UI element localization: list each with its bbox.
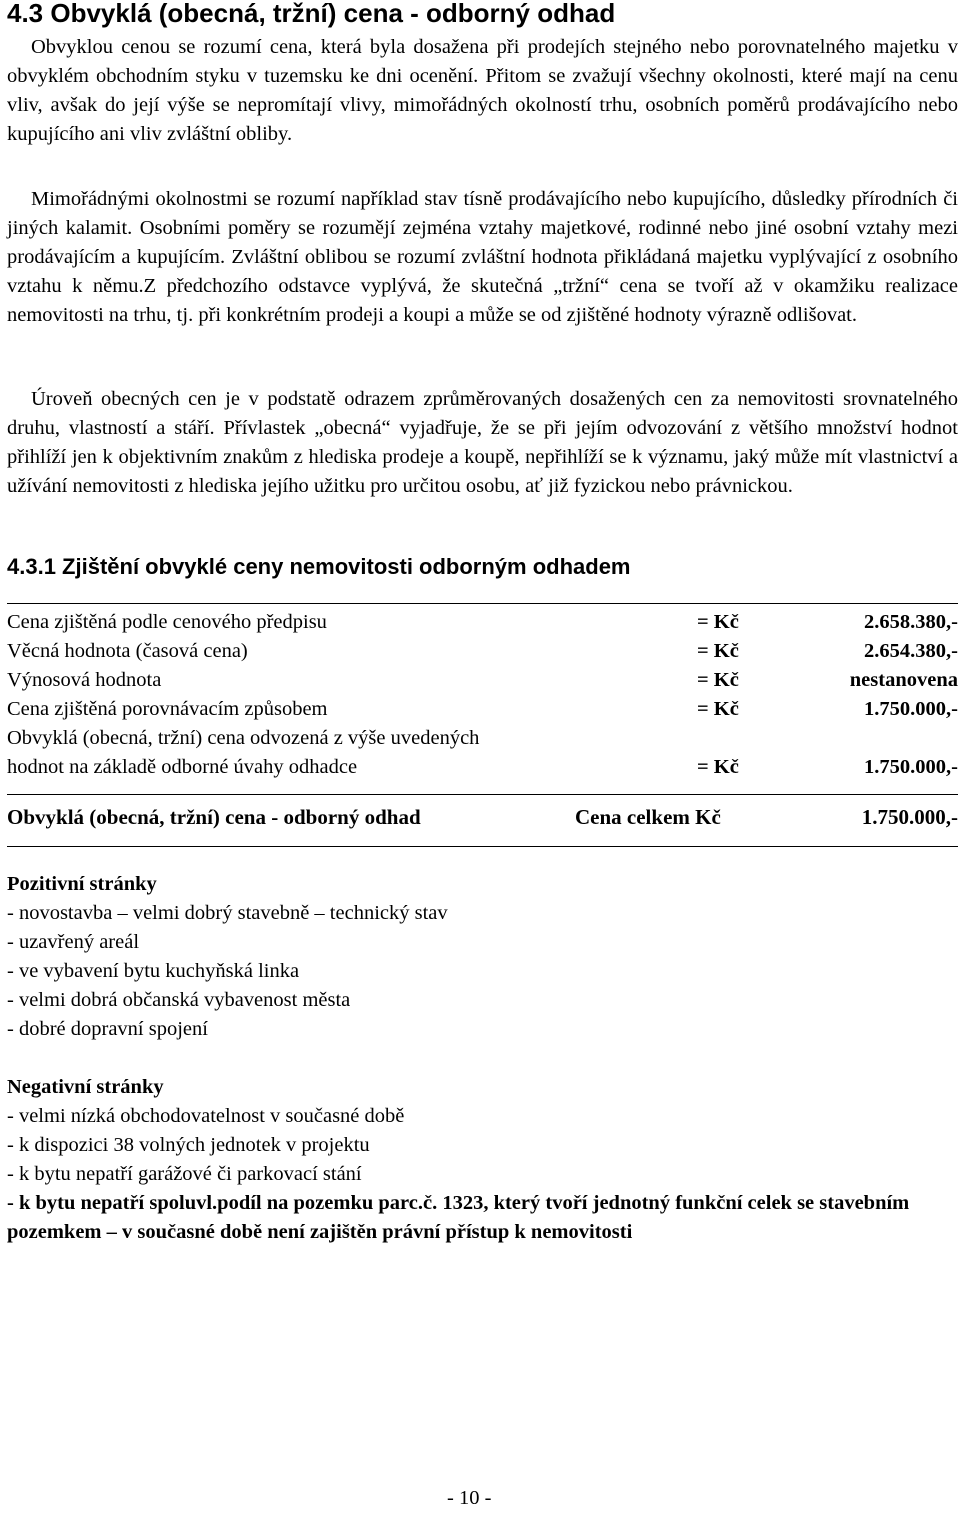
currency-label: = Kč: [697, 698, 739, 720]
valuation-value: 1.750.000,-: [864, 756, 958, 778]
list-item-emphasized: - k bytu nepatří spoluvl.podíl na pozemku parc.č. 1323, který tvoří jednotný funkční celek se stavebním pozemkem – v současné době není zajištěn právní přístup k nemovitosti: [7, 1192, 910, 1243]
paragraph-definition: Obvyklou cenou se rozumí cena, která byla dosažena při prodejích stejného nebo porovnatelného majetku v obvyklém obchodním styku v tuzemsku ke dni ocenění. Přitom se zvažují všechny okolnosti, které mají na cenu vliv, avšak do její výše se nepromítají vlivy, mimořádných okolností trhu, osobních poměrů prodávajícího nebo kupujícího ani vliv zvláštní obliby.: [7, 36, 958, 145]
currency-label: = Kč: [697, 669, 739, 691]
positives-title: Pozitivní stránky: [7, 873, 157, 895]
valuation-value: 2.658.380,-: [864, 611, 958, 633]
section-heading: 4.3 Obvyklá (obecná, tržní) cena - odborný odhad: [7, 0, 616, 28]
valuation-label: Cena zjištěná porovnávacím způsobem: [7, 698, 328, 720]
subsection-heading: 4.3.1 Zjištění obvyklé ceny nemovitosti odborným odhadem: [7, 554, 631, 579]
valuation-label: [7, 724, 479, 782]
total-caption: Cena celkem Kč: [575, 805, 721, 829]
valuation-label: Cena zjištěná podle cenového předpisu: [7, 611, 327, 633]
total-value: 1.750.000,-: [861, 805, 958, 829]
valuation-value: nestanovena: [849, 669, 958, 691]
total-row: [7, 802, 958, 832]
valuation-value: 2.654.380,-: [864, 640, 958, 662]
paragraph-circumstances: Mimořádnými okolnostmi se rozumí například stav tísně prodávajícího nebo kupujícího, důsledky přírodních či jiných kalamit. Osobními poměry se rozumějí zejména vztahy majetkové, rodinné nebo jiné osobní vztahy mezi prodávajícím a kupujícím. Zvláštní oblibou se rozumí zvláštní hodnota přikládaná majetku vyplývající z osobního vztahu k němu.Z předchozího odstavce vyplývá, že skutečná „tržní“ cena se tvoří až v okamžiku realizace nemovitosti na trhu, tj. při konkrétním prodeji a koupi a může se od zjištěné hodnoty výrazně odlišovat.: [7, 188, 958, 326]
divider-middle: [7, 794, 958, 795]
list-item: - velmi dobrá občanská vybavenost města: [7, 989, 351, 1011]
page-number: - 10 -: [447, 1487, 492, 1509]
valuation-label: Výnosová hodnota: [7, 669, 162, 691]
valuation-row: [7, 666, 958, 695]
currency-label: = Kč: [697, 640, 739, 662]
valuation-row: [7, 724, 958, 782]
valuation-label: Věcná hodnota (časová cena): [7, 640, 248, 662]
total-label: Obvyklá (obecná, tržní) cena - odborný odhad: [7, 805, 421, 829]
valuation-label-line2: hodnot na základě odborné úvahy odhadce: [7, 756, 358, 778]
valuation-value: 1.750.000,-: [864, 698, 958, 720]
divider-bottom: [7, 846, 958, 847]
list-item: - velmi nízká obchodovatelnost v současné době: [7, 1105, 405, 1127]
valuation-table: [7, 608, 958, 782]
valuation-row: [7, 695, 958, 724]
list-item: - ve vybavení bytu kuchyňská linka: [7, 960, 300, 982]
list-item: - uzavřený areál: [7, 931, 140, 953]
paragraph-general-price: Úroveň obecných cen je v podstatě odrazem zprůměrovaných dosažených cen za nemovitosti srovnatelného druhu, vlastností a stáří. Přívlastek „obecná“ vyjadřuje, že se při jejím odvozování z většího množství hodnot přihlíží jen k objektivním znakům z hlediska prodeje a koupě, nepřihlíží se k významu, jaký může mít vlastnictví a užívání nemovitosti z hlediska jejího užitku pro určitou osobu, ať již fyzickou nebo právnickou.: [7, 388, 958, 497]
valuation-row: [7, 608, 958, 637]
negatives-section: [7, 1073, 958, 1247]
currency-label: = Kč: [697, 611, 739, 633]
divider-top: [7, 603, 958, 604]
valuation-label-line1: Obvyklá (obecná, tržní) cena odvozená z výše uvedených: [7, 727, 480, 749]
positives-section: [7, 870, 958, 1044]
list-item: - dobré dopravní spojení: [7, 1018, 208, 1040]
list-item: - k dispozici 38 volných jednotek v projektu: [7, 1134, 370, 1156]
list-item: - novostavba – velmi dobrý stavebně – technický stav: [7, 902, 448, 924]
negatives-title: Negativní stránky: [7, 1076, 164, 1098]
list-item: - k bytu nepatří garážové či parkovací stání: [7, 1163, 362, 1185]
valuation-row: [7, 637, 958, 666]
currency-label: = Kč: [697, 756, 739, 778]
